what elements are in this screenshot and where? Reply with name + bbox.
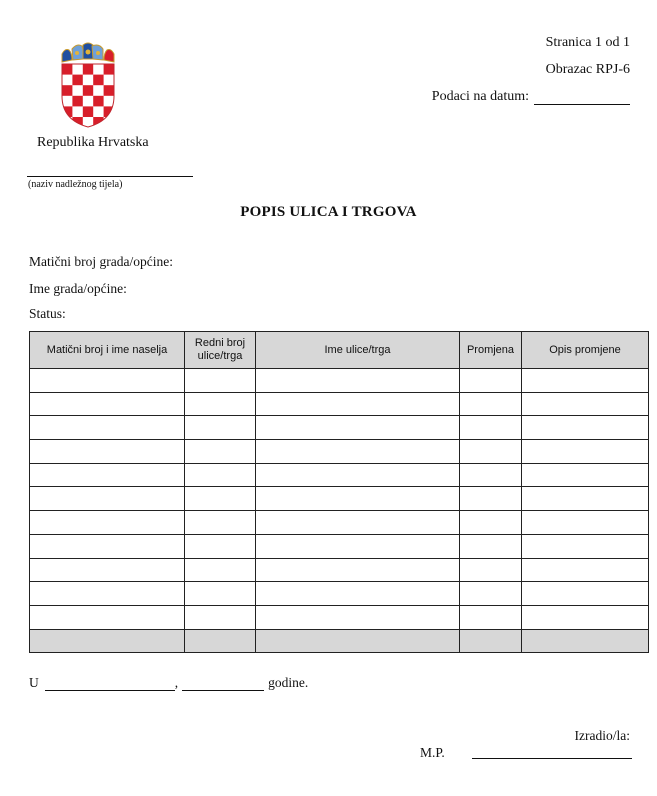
column-header-change-description: Opis promjene [522, 332, 649, 369]
stamp-label: M.P. [420, 745, 445, 760]
city-id-label: Matični broj grada/općine: [29, 254, 173, 269]
table-cell[interactable] [256, 511, 460, 535]
table-cell[interactable] [460, 534, 522, 558]
table-cell[interactable] [522, 392, 649, 416]
table-footer-cell [185, 629, 256, 653]
table-cell[interactable] [30, 534, 185, 558]
table-cell[interactable] [185, 511, 256, 535]
table-row [30, 582, 649, 606]
table-cell[interactable] [30, 605, 185, 629]
table-cell[interactable] [185, 582, 256, 606]
table-cell[interactable] [522, 605, 649, 629]
table-row [30, 511, 649, 535]
table-cell[interactable] [522, 416, 649, 440]
table-cell[interactable] [185, 605, 256, 629]
place-field[interactable] [45, 676, 175, 691]
authority-caption: (naziv nadležnog tijela) [28, 179, 123, 190]
signature-line[interactable] [472, 758, 632, 759]
table-cell[interactable] [522, 582, 649, 606]
table-row [30, 440, 649, 464]
city-name-label: Ime grada/općine: [29, 281, 127, 296]
table-cell[interactable] [460, 582, 522, 606]
table-cell[interactable] [460, 511, 522, 535]
table-cell[interactable] [185, 416, 256, 440]
table-cell[interactable] [522, 369, 649, 393]
table-cell[interactable] [522, 440, 649, 464]
table-row [30, 605, 649, 629]
country-name: Republika Hrvatska [37, 135, 149, 150]
document-title: POPIS ULICA I TRGOVA [240, 204, 417, 220]
column-header-change: Promjena [460, 332, 522, 369]
table-cell[interactable] [256, 582, 460, 606]
table-cell[interactable] [256, 558, 460, 582]
date-label: Podaci na datum: [431, 89, 529, 104]
table-cell[interactable] [30, 440, 185, 464]
table-cell[interactable] [30, 511, 185, 535]
table-cell[interactable] [30, 392, 185, 416]
table-cell[interactable] [256, 369, 460, 393]
form-code: Obrazac RPJ-6 [545, 62, 630, 77]
table-cell[interactable] [460, 369, 522, 393]
table-footer-cell [522, 629, 649, 653]
column-header-street-name: Ime ulice/trga [256, 332, 460, 369]
table-row [30, 463, 649, 487]
made-by-label: Izradio/la: [574, 728, 630, 743]
table-row [30, 534, 649, 558]
table-cell[interactable] [185, 558, 256, 582]
place-prefix: U [29, 675, 39, 690]
table-cell[interactable] [522, 463, 649, 487]
table-cell[interactable] [30, 487, 185, 511]
column-header-settlement: Matični broj i ime naselja [30, 332, 185, 369]
table-cell[interactable] [185, 534, 256, 558]
status-label: Status: [29, 306, 66, 321]
table-cell[interactable] [185, 463, 256, 487]
place-date-row [29, 675, 308, 691]
table-cell[interactable] [460, 463, 522, 487]
table-cell[interactable] [256, 440, 460, 464]
table-row [30, 487, 649, 511]
table-cell[interactable] [30, 369, 185, 393]
table-cell[interactable] [30, 558, 185, 582]
place-separator: , [174, 675, 179, 690]
table-cell[interactable] [460, 558, 522, 582]
table-cell[interactable] [460, 392, 522, 416]
table-cell[interactable] [522, 487, 649, 511]
table-cell[interactable] [460, 440, 522, 464]
coat-of-arms-icon [58, 42, 118, 128]
table-cell[interactable] [256, 605, 460, 629]
table-cell[interactable] [185, 392, 256, 416]
checkerboard [62, 64, 114, 128]
table-row [30, 558, 649, 582]
table-cell[interactable] [522, 558, 649, 582]
table-cell[interactable] [30, 463, 185, 487]
table-cell[interactable] [256, 416, 460, 440]
table-cell[interactable] [185, 369, 256, 393]
table-cell[interactable] [256, 487, 460, 511]
table-cell[interactable] [30, 416, 185, 440]
date-field[interactable] [534, 90, 630, 105]
table-cell[interactable] [256, 392, 460, 416]
year-field[interactable] [182, 676, 264, 691]
table-footer-cell [30, 629, 185, 653]
year-suffix: godine. [268, 675, 309, 690]
table-footer-cell [460, 629, 522, 653]
table-header-row [30, 332, 649, 369]
column-header-street-number: Redni broj ulice/trga [185, 332, 256, 369]
table-cell[interactable] [256, 463, 460, 487]
page-number: Stranica 1 od 1 [545, 35, 630, 50]
table-cell[interactable] [185, 487, 256, 511]
authority-name-line[interactable] [27, 176, 193, 177]
date-row [432, 89, 630, 105]
table-cell[interactable] [522, 511, 649, 535]
table-cell[interactable] [460, 416, 522, 440]
table-row [30, 369, 649, 393]
crown [62, 43, 114, 62]
table-cell[interactable] [460, 605, 522, 629]
table-cell[interactable] [30, 582, 185, 606]
table-cell[interactable] [522, 534, 649, 558]
table-cell[interactable] [256, 534, 460, 558]
table-row [30, 416, 649, 440]
table-footer-cell [256, 629, 460, 653]
streets-table [29, 331, 649, 653]
table-cell[interactable] [185, 440, 256, 464]
table-cell[interactable] [460, 487, 522, 511]
table-footer-row [30, 629, 649, 653]
table-row [30, 392, 649, 416]
